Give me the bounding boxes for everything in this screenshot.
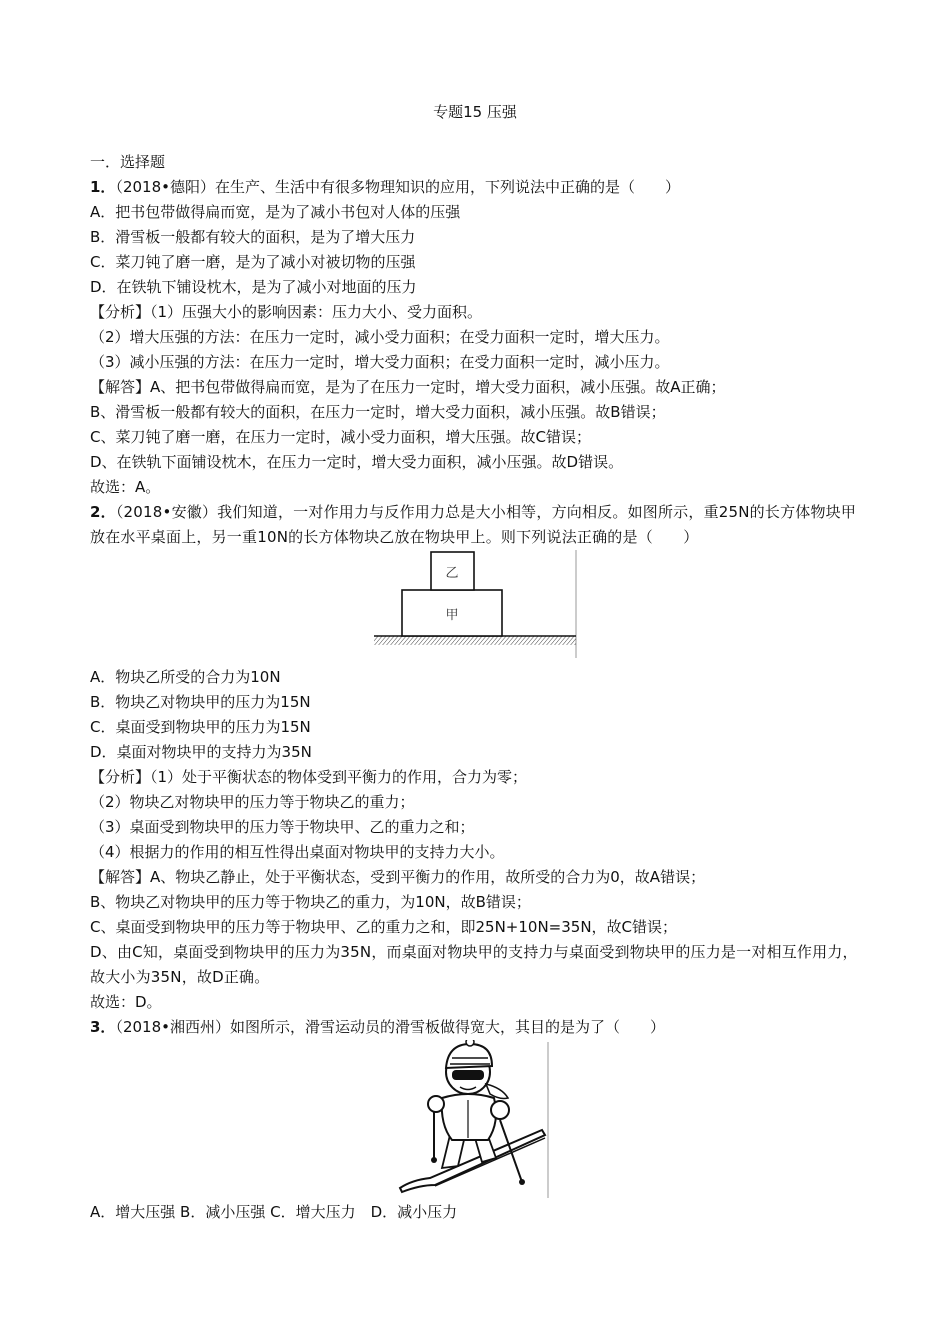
right-glove (491, 1101, 509, 1119)
content-body (90, 150, 865, 1225)
question-1-solution-a: 【解答】A、把书包带做得扁而宽，是为了在压力一定时，增大受力面积，减小压强。故A正确； (90, 378, 726, 396)
table-surface-hatch (374, 636, 576, 645)
question-1-answer: 故选：A。 (90, 478, 161, 496)
question-2-option-b: B．物块乙对物块甲的压力为15N (90, 693, 311, 711)
question-1-analysis-3: （3）减小压强的方法：在压力一定时，增大受力面积；在受力面积一定时，减小压力。 (90, 353, 670, 371)
skier-figure (90, 1040, 865, 1200)
question-2-analysis-2: （2）物块乙对物块甲的压力等于物块乙的重力； (90, 793, 415, 811)
question-1-analysis-2: （2）增大压强的方法：在压力一定时，减小受力面积；在受力面积一定时，增大压力。 (90, 328, 670, 346)
skier-body (442, 1094, 496, 1140)
question-2-analysis-4: （4）根据力的作用的相互性得出桌面对物块甲的支持力大小。 (90, 843, 505, 861)
page-title: 专题15 压强 (433, 103, 517, 121)
question-1-number: 1． (90, 178, 116, 196)
section-heading: 一．选择题 (90, 153, 166, 171)
question-1-solution-c: C、菜刀钝了磨一磨，在压力一定时，减小受力面积，增大压强。故C错误； (90, 428, 591, 446)
blocks-figure (90, 550, 865, 665)
question-1-solution-b: B、滑雪板一般都有较大的面积，在压力一定时，增大受力面积，减小压强。故B错误； (90, 403, 666, 421)
block-yi-label: 乙 (445, 566, 459, 581)
question-2-solution-d: D、由C知，桌面受到物块甲的压力为35N，而桌面对物块甲的支持力与桌面受到物块甲的压力是一对相互作用力，故大小为35N，故D正确。 (90, 943, 858, 986)
question-1-solution-d: D、在铁轨下面铺设枕木，在压力一定时，增大受力面积，减小压强。故D错误。 (90, 453, 624, 471)
question-2-answer: 故选：D。 (90, 993, 162, 1011)
skier-illustration (90, 1040, 865, 1200)
question-2-option-c: C．桌面受到物块甲的压力为15N (90, 718, 311, 736)
right-pole-basket (519, 1179, 525, 1185)
question-1-option-c: C．菜刀钝了磨一磨，是为了减小对被切物的压强 (90, 253, 416, 271)
block-jia-label: 甲 (445, 608, 459, 623)
skier-goggles (452, 1070, 484, 1080)
question-3-number: 3． (90, 1018, 116, 1036)
question-2-solution-a: 【解答】A、物块乙静止，处于平衡状态，受到平衡力的作用，故所受的合力为0，故A错误； (90, 868, 706, 886)
question-1-text: （2018•德阳）在生产、生活中有很多物理知识的应用，下列说法中正确的是（ ） (115, 178, 680, 196)
left-pole-basket (431, 1157, 437, 1163)
question-3-text: （2018•湘西州）如图所示，滑雪运动员的滑雪板做得宽大，其目的是为了（ ） (115, 1018, 665, 1036)
question-2-solution-b: B、物块乙对物块甲的压力等于物块乙的重力，为10N，故B错误； (90, 893, 531, 911)
blocks-diagram (90, 550, 865, 665)
question-1-stem (90, 175, 865, 200)
question-1-analysis-1: 【分析】（1）压强大小的影响因素：压力大小、受力面积。 (90, 303, 483, 321)
question-3-options: A．增大压强 B．减小压强 C．增大压力 D．减小压力 (90, 1203, 458, 1221)
question-3-stem (90, 1015, 865, 1040)
question-1-option-d: D．在铁轨下铺设枕木，是为了减小对地面的压力 (90, 278, 417, 296)
question-2-analysis-3: （3）桌面受到物块甲的压力等于物块甲、乙的重力之和； (90, 818, 475, 836)
question-2-analysis-1: 【分析】（1）处于平衡状态的物体受到平衡力的作用，合力为零； (90, 768, 528, 786)
question-2-option-a: A．物块乙所受的合力为10N (90, 668, 281, 686)
question-2-text: （2018•安徽）我们知道，一对作用力与反作用力总是大小相等，方向相反。如图所示，重25N的长方体物块甲放在水平桌面上，另一重10N的长方体物块乙放在物块甲上。则下列说法正确的是（ ） (90, 503, 857, 546)
hat-pompom (466, 1040, 474, 1046)
question-1-option-b: B．滑雪板一般都有较大的面积，是为了增大压力 (90, 228, 416, 246)
question-2-solution-c: C、桌面受到物块甲的压力等于物块甲、乙的重力之和，即25N+10N=35N，故C错误； (90, 918, 678, 936)
question-2-stem (90, 500, 865, 550)
question-2-number: 2． (90, 503, 116, 521)
question-2-option-d: D．桌面对物块甲的支持力为35N (90, 743, 312, 761)
question-1-option-a: A．把书包带做得扁而宽，是为了减小书包对人体的压强 (90, 203, 461, 221)
left-glove (428, 1096, 444, 1112)
